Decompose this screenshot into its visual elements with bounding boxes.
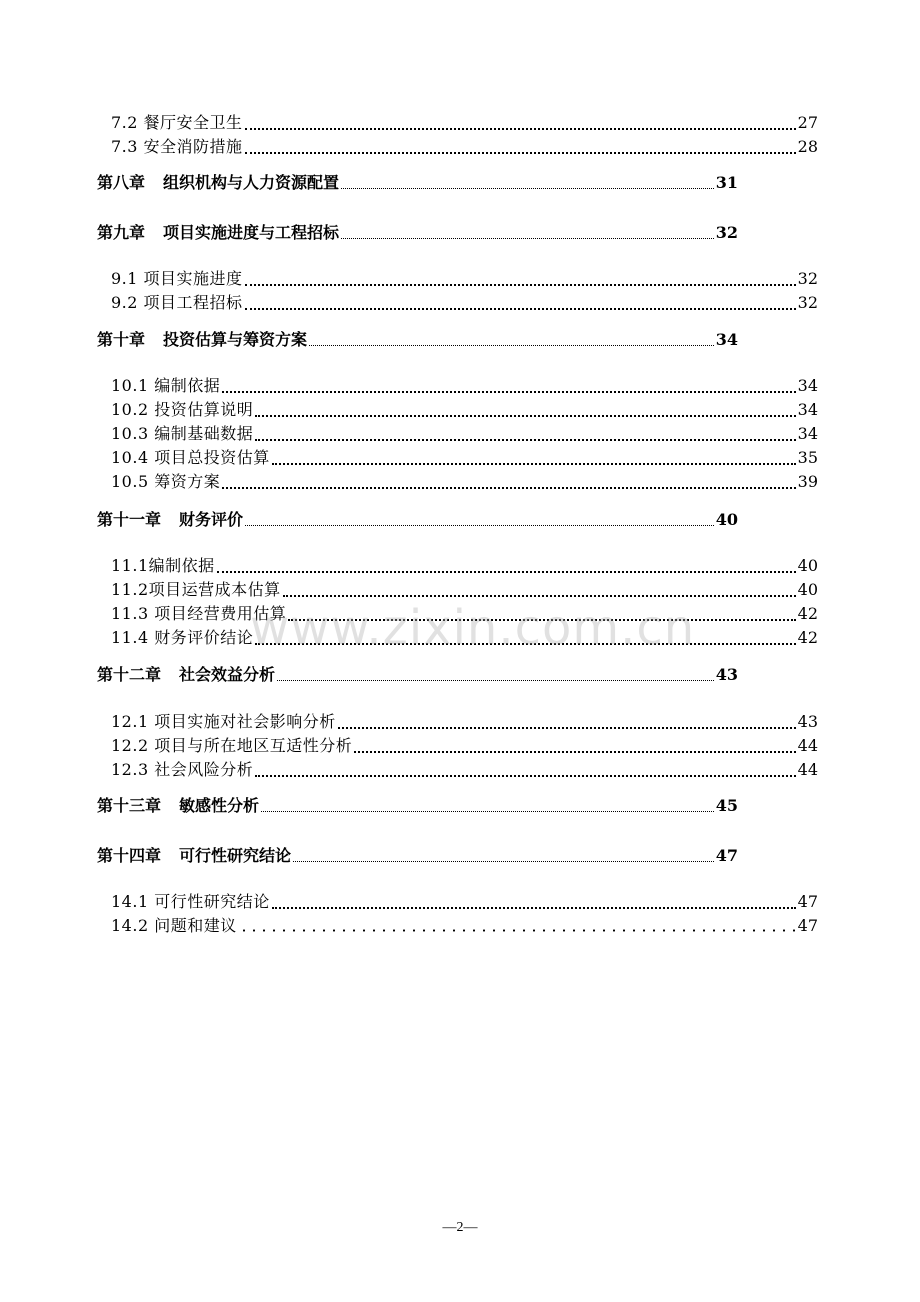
- toc-entry-title: [97, 222, 339, 244]
- toc-chapter-entry[interactable]: [97, 845, 738, 867]
- toc-entry-title: 10.4 项目总投资估算: [111, 448, 270, 467]
- dot-leader: [354, 751, 795, 753]
- chapter-title: 可行性研究结论: [179, 846, 292, 865]
- dot-leader: [239, 929, 796, 932]
- toc-page-number: 39: [797, 472, 818, 491]
- toc-section-entry[interactable]: [111, 375, 818, 397]
- toc-page-number: 40: [797, 556, 818, 575]
- toc-section-entry[interactable]: [111, 735, 818, 757]
- toc-section-entry[interactable]: [111, 627, 818, 649]
- watermark: www.zixin.com.cn: [250, 600, 696, 656]
- dot-leader: [293, 861, 714, 862]
- toc-page-number: 45: [715, 796, 738, 815]
- chapter-title: 社会效益分析: [179, 665, 276, 684]
- toc-entry-title: 7.2 餐厅安全卫生: [111, 113, 243, 132]
- toc-section-entry[interactable]: [111, 915, 818, 937]
- chapter-number: 第十三章: [97, 796, 162, 815]
- dot-leader: [245, 525, 714, 526]
- dot-leader: [341, 238, 714, 239]
- toc-entry-title: 10.1 编制依据: [111, 376, 221, 395]
- dot-leader: [255, 775, 795, 777]
- toc-entry-title: 9.1 项目实施进度: [111, 269, 243, 288]
- toc-entry-title: [97, 664, 275, 686]
- toc-chapter-entry[interactable]: [97, 664, 738, 686]
- toc-page-number: 34: [715, 330, 738, 349]
- toc-page-number: 28: [797, 137, 818, 156]
- toc-entry-title: 10.2 投资估算说明: [111, 400, 254, 419]
- dot-leader: [222, 391, 795, 393]
- dot-leader: [255, 643, 795, 645]
- toc-page-number: 27: [797, 113, 818, 132]
- toc-section-entry[interactable]: [111, 555, 818, 577]
- toc-entry-title: 10.5 筹资方案: [111, 472, 221, 491]
- toc-page-number: 44: [797, 760, 818, 779]
- chapter-number: 第十四章: [97, 846, 162, 865]
- toc-entry-title: 11.3 项目经营费用估算: [111, 604, 287, 623]
- toc-page-number: 31: [715, 173, 738, 192]
- toc-section-entry[interactable]: [111, 268, 818, 290]
- dot-leader: [255, 415, 795, 417]
- toc-page-number: 40: [797, 580, 818, 599]
- dot-leader: [245, 128, 796, 130]
- chapter-number: 第十一章: [97, 510, 162, 529]
- chapter-title: 投资估算与筹资方案: [163, 330, 308, 349]
- toc-page-number: 43: [797, 712, 818, 731]
- toc-entry-title: 14.1 可行性研究结论: [111, 892, 270, 911]
- chapter-number: 第九章: [97, 223, 146, 242]
- toc-entry-title: [97, 845, 291, 867]
- toc-entry-title: 12.2 项目与所在地区互适性分析: [111, 736, 353, 755]
- dot-leader: [245, 152, 796, 154]
- toc-page-number: 32: [797, 269, 818, 288]
- toc-page-number: 34: [797, 424, 818, 443]
- chapter-title: 财务评价: [179, 510, 244, 529]
- chapter-title: 敏感性分析: [179, 796, 260, 815]
- toc-entry-title: 11.1编制依据: [111, 556, 215, 575]
- toc-section-entry[interactable]: [111, 471, 818, 493]
- toc-entry-title: 12.1 项目实施对社会影响分析: [111, 712, 336, 731]
- toc-section-entry[interactable]: [111, 423, 818, 445]
- toc-page-number: 34: [797, 400, 818, 419]
- toc-page-number: 34: [797, 376, 818, 395]
- toc-page-number: 47: [715, 846, 738, 865]
- toc-entry-title: [97, 329, 307, 351]
- dot-leader: [255, 439, 795, 441]
- chapter-title: 项目实施进度与工程招标: [163, 223, 340, 242]
- toc-chapter-entry[interactable]: [97, 222, 738, 244]
- dot-leader: [261, 811, 714, 812]
- page-number-footer: —2—: [442, 1220, 478, 1235]
- dot-leader: [272, 463, 796, 465]
- toc-section-entry[interactable]: [111, 447, 818, 469]
- dot-leader: [338, 727, 796, 729]
- toc-chapter-entry[interactable]: [97, 172, 738, 194]
- dot-leader: [309, 345, 714, 346]
- toc-section-entry[interactable]: [111, 292, 818, 314]
- toc-entry-title: 9.2 项目工程招标: [111, 293, 243, 312]
- toc-section-entry[interactable]: [111, 711, 818, 733]
- toc-entry-title: 7.3 安全消防措施: [111, 137, 243, 156]
- toc-page-number: 44: [797, 736, 818, 755]
- toc-section-entry[interactable]: [111, 399, 818, 421]
- chapter-number: 第十二章: [97, 665, 162, 684]
- dot-leader: [245, 308, 796, 310]
- chapter-title: 组织机构与人力资源配置: [163, 173, 340, 192]
- dot-leader: [245, 284, 796, 286]
- toc-page-number: 47: [797, 916, 818, 935]
- toc-section-entry[interactable]: [111, 891, 818, 913]
- toc-page-number: 43: [715, 665, 738, 684]
- toc-page-number: 35: [797, 448, 818, 467]
- toc-page-number: 32: [715, 223, 738, 242]
- toc-entry-title: 11.4 财务评价结论: [111, 628, 254, 647]
- toc-entry-title: [97, 172, 339, 194]
- toc-entry-title: 10.3 编制基础数据: [111, 424, 254, 443]
- toc-entry-title: 12.3 社会风险分析: [111, 760, 254, 779]
- toc-entry-title: 14.2 问题和建议: [111, 916, 237, 935]
- toc-section-entry[interactable]: [111, 759, 818, 781]
- toc-entry-title: 11.2项目运营成本估算: [111, 580, 281, 599]
- dot-leader: [272, 907, 796, 909]
- dot-leader: [277, 680, 714, 681]
- toc-section-entry[interactable]: [111, 136, 818, 158]
- toc-chapter-entry[interactable]: [97, 509, 738, 531]
- chapter-number: 第十章: [97, 330, 146, 349]
- toc-page-number: 47: [797, 892, 818, 911]
- toc-entry-title: [97, 795, 259, 817]
- dot-leader: [341, 188, 714, 189]
- toc-page-number: 42: [797, 628, 818, 647]
- toc-chapter-entry[interactable]: [97, 795, 738, 817]
- toc-entry-title: [97, 509, 243, 531]
- toc-chapter-entry[interactable]: [97, 329, 738, 351]
- toc-page-number: 40: [715, 510, 738, 529]
- toc-section-entry[interactable]: [111, 579, 818, 601]
- dot-leader: [283, 595, 796, 597]
- toc-section-entry[interactable]: [111, 603, 818, 625]
- chapter-number: 第八章: [97, 173, 146, 192]
- dot-leader: [217, 571, 796, 573]
- toc-section-entry[interactable]: [111, 112, 818, 134]
- toc-page-number: 42: [797, 604, 818, 623]
- dot-leader: [288, 619, 795, 621]
- toc-page-number: 32: [797, 293, 818, 312]
- dot-leader: [222, 487, 795, 489]
